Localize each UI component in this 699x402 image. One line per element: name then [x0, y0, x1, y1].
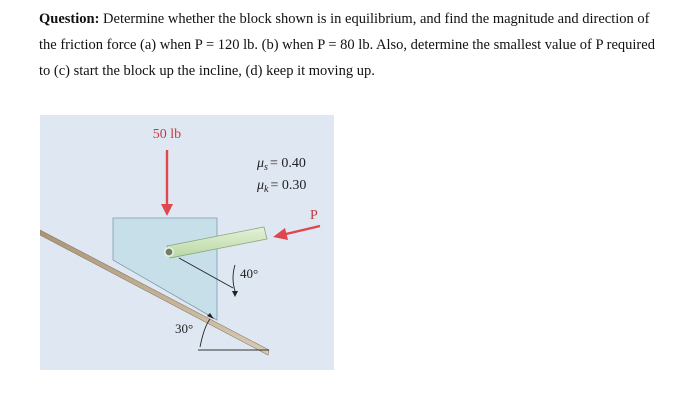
mu-s-label [256, 156, 306, 173]
mu-s-symbol: μ [257, 156, 265, 171]
mu-k-symbol: μ [257, 178, 265, 193]
question-text [39, 6, 669, 84]
incline-figure [40, 115, 334, 370]
mu-s-subscript: s [264, 162, 268, 173]
figure-svg [40, 115, 334, 370]
weight-label: 50 lb [152, 127, 182, 142]
mu-s-value: = 0.40 [269, 156, 306, 171]
force-p-label: P [310, 208, 318, 223]
mu-k-subscript: k [264, 184, 269, 195]
question-label: Question: [39, 11, 100, 27]
rod-angle-label: 40° [240, 266, 259, 281]
question-body: Determine whether the block shown is in equilibrium, and find the magnitude and direction of the friction force (a) when P = 120 lb. (b) when P = 80 lb. Also, determine the smallest value of P required to (c) start the block up the incline, (d) keep it moving up. [39, 11, 655, 79]
mu-k-label [256, 178, 306, 195]
incline-angle-label: 30° [175, 321, 194, 336]
mu-k-value: = 0.30 [270, 178, 307, 193]
rod-pin [165, 248, 173, 256]
